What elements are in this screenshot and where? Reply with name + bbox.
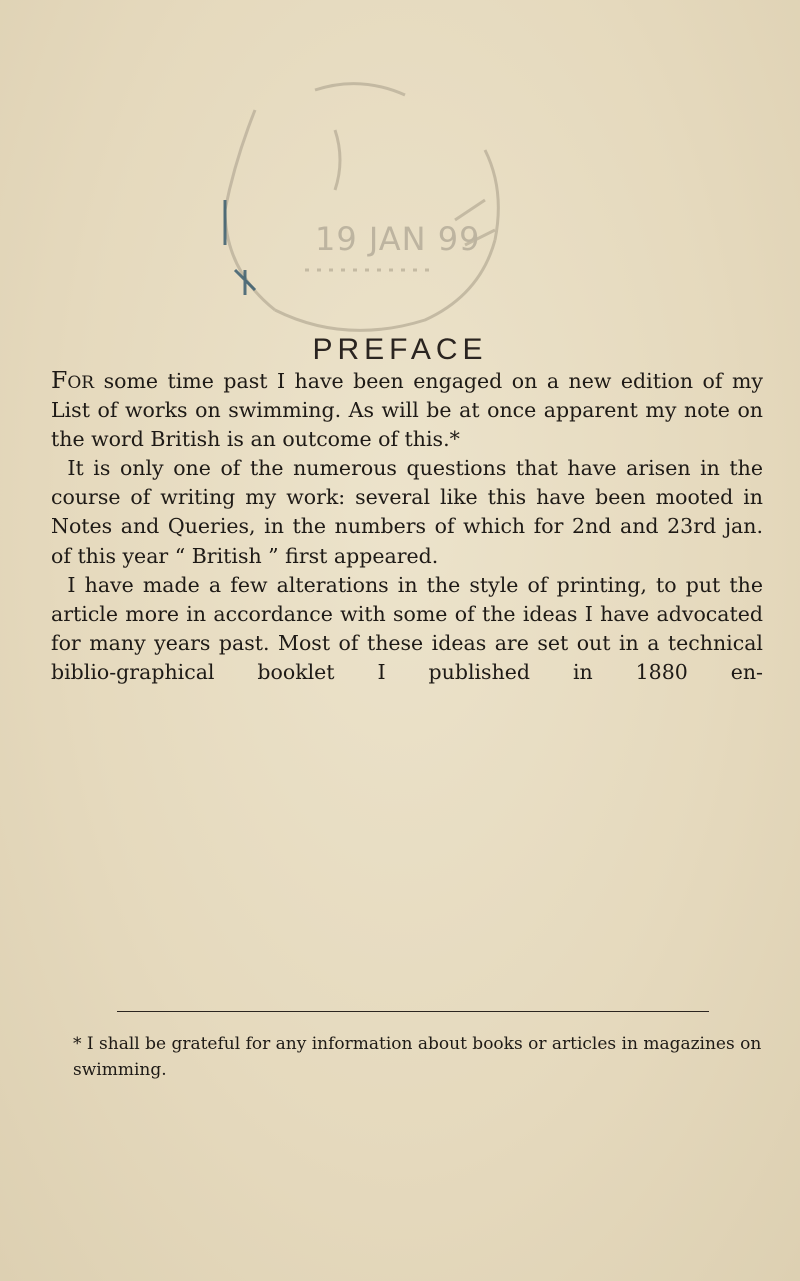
paragraph-2: It is only one of the numerous questions that have arisen in the course of writing my work: several like this have been mooted in Notes and Queries, in the numbers of which for 2nd and 23rd jan. of this year “ British ” first appeared. [51, 456, 763, 568]
library-stamp [195, 70, 525, 350]
footnote-rule [117, 1011, 709, 1012]
paragraph-1 [51, 366, 763, 454]
stamp-outline [195, 70, 525, 350]
footnote: * I shall be grateful for any information about books or articles in magazines on swimming. [73, 1034, 762, 1080]
paragraph-3: I have made a few alterations in the style of printing, to put the article more in accordance with some of the ideas I have advocated for many years past. Most of these ideas are set out in a technical biblio-graphical booklet I published in 1880 en- [51, 572, 763, 684]
paragraph-1-text: some time past I have been engaged on a new edition of my List of works on swimming. As will be at once apparent my note on the word British is an outcome of this.* [51, 369, 763, 452]
preface-body [51, 366, 763, 687]
stamp-date: 19 JAN 99 [315, 220, 481, 258]
page-title: PREFACE [312, 333, 488, 366]
drop-word: For [51, 366, 95, 394]
